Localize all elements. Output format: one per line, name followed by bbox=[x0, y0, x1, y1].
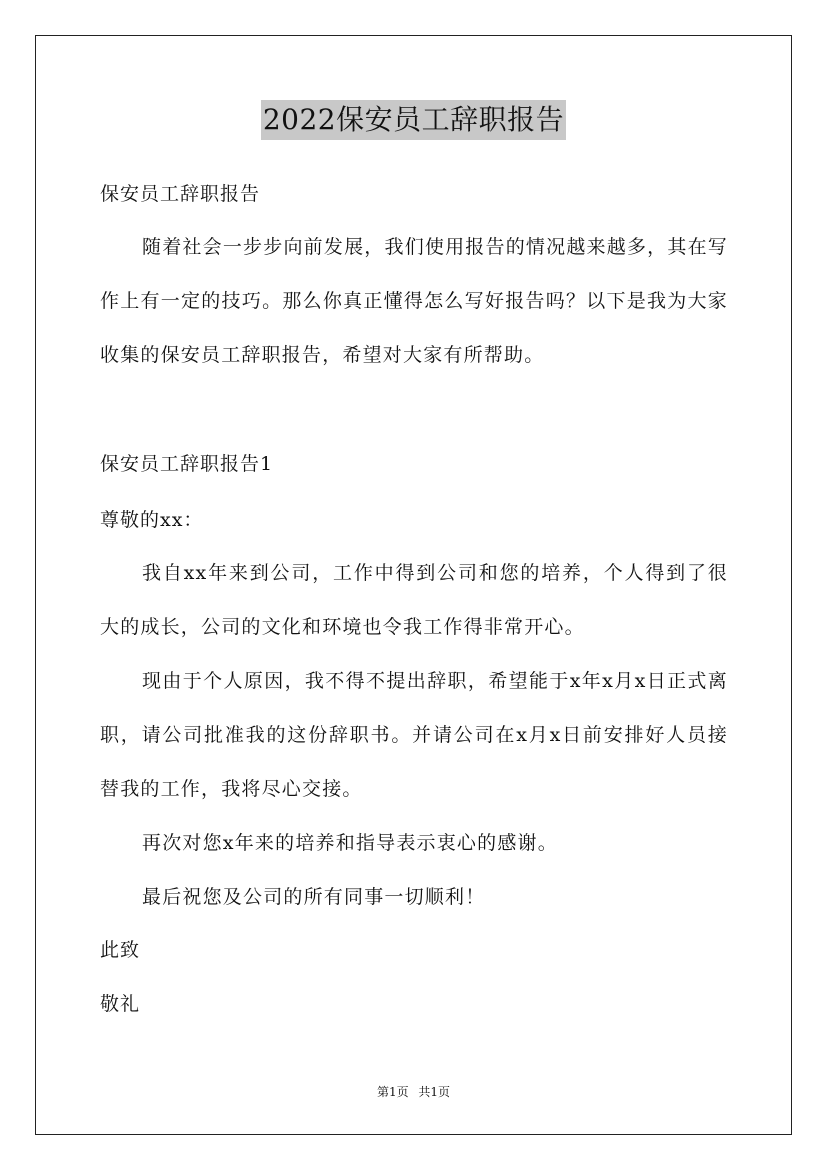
body-paragraph-1: 我自xx年来到公司，工作中得到公司和您的培养，个人得到了很大的成长，公司的文化和环境也令我工作得非常开心。 bbox=[100, 562, 728, 638]
salutation: 尊敬的xx： bbox=[100, 509, 204, 531]
section-heading: 保安员工辞职报告1 bbox=[100, 453, 274, 475]
document-subtitle: 保安员工辞职报告 bbox=[100, 183, 261, 205]
body-paragraph-4: 最后祝您及公司的所有同事一切顺利！ bbox=[142, 886, 486, 908]
body-paragraph-3: 再次对您x年来的培养和指导表示衷心的感谢。 bbox=[142, 832, 558, 854]
title-container bbox=[0, 100, 827, 140]
page-footer bbox=[0, 1084, 827, 1100]
intro-paragraph: 随着社会一步步向前发展，我们使用报告的情况越来越多，其在写作上有一定的技巧。那么你真正懂得怎么写好报告吗？以下是我为大家收集的保安员工辞职报告，希望对大家有所帮助。 bbox=[100, 236, 728, 366]
page-total: 共1页 bbox=[418, 1085, 451, 1099]
document-title: 2022保安员工辞职报告 bbox=[261, 100, 566, 140]
closing-line-2: 敬礼 bbox=[100, 993, 141, 1015]
body-paragraph-2: 现由于个人原因，我不得不提出辞职，希望能于x年x月x日正式离职，请公司批准我的这份辞职书。并请公司在x月x日前安排好人员接替我的工作，我将尽心交接。 bbox=[100, 670, 728, 800]
page-number: 第1页 bbox=[376, 1085, 409, 1099]
closing-line-1: 此致 bbox=[100, 939, 141, 961]
